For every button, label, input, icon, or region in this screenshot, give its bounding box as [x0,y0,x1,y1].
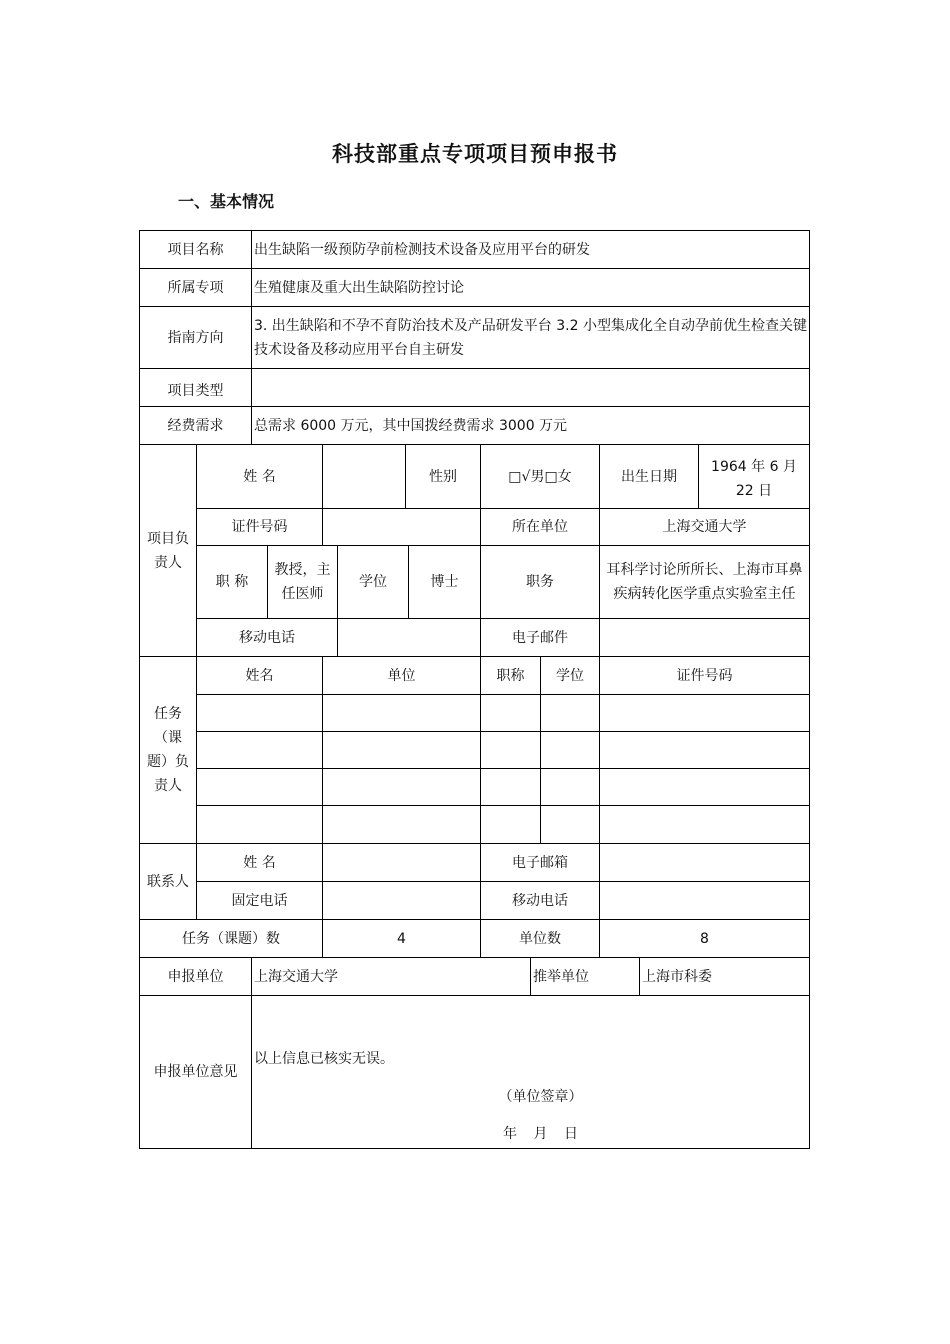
label-project-leader: 项目负责人 [139,444,197,657]
task-row-cell [480,768,541,806]
value-guide-direction: 3. 出生缺陷和不孕不育防治技术及产品研发平台 3.2 小型集成化全自动孕前优生检查关键技术设备及移动应用平台自主研发 [251,306,810,369]
label-email: 电子邮件 [480,618,600,657]
value-degree: 博士 [408,545,481,619]
value-landline [322,881,481,920]
label-funding: 经费需求 [139,406,252,445]
task-row-cell [480,694,541,732]
label-landline: 固定电话 [196,881,323,920]
task-row-cell [196,694,323,732]
task-row-cell [540,768,600,806]
task-row-cell [480,805,541,844]
task-row-cell [599,768,810,806]
task-row-cell [599,731,810,769]
label-birth-date: 出生日期 [599,444,699,509]
label-project-name: 项目名称 [139,230,252,269]
applicant-opinion-box [251,995,810,1149]
task-row-cell [196,805,323,844]
label-title: 职 称 [196,545,268,619]
label-gender: 性别 [405,444,481,509]
label-mobile: 移动电话 [196,618,338,657]
value-project-name: 出生缺陷一级预防孕前检测技术设备及应用平台的研发 [251,230,810,269]
value-task-count: 4 [322,919,481,958]
section-heading: 一、基本情况 [178,192,275,211]
header-task-title: 职称 [480,656,541,695]
label-contact-email: 电子邮箱 [480,843,600,882]
header-task-name: 姓名 [196,656,323,695]
label-guide-direction: 指南方向 [139,306,252,369]
value-project-type [251,368,810,407]
header-task-id: 证件号码 [599,656,810,695]
task-row-cell [599,805,810,844]
task-row-cell [540,731,600,769]
opinion-text: 以上信息已核实无误。 [254,1051,394,1067]
value-unit-count: 8 [599,919,810,958]
task-row-cell [322,805,481,844]
task-row-cell [322,731,481,769]
label-leader-name: 姓 名 [196,444,323,509]
value-leader-name [322,444,406,509]
header-task-degree: 学位 [540,656,600,695]
label-affiliation: 所在单位 [480,508,600,546]
label-unit-count: 单位数 [480,919,600,958]
value-title: 教授，主任医师 [267,545,338,619]
label-recommend-unit: 推举单位 [530,957,640,996]
label-position: 职务 [480,545,600,619]
value-recommend-unit: 上海市科委 [639,957,810,996]
value-special-program: 生殖健康及重大出生缺陷防控讨论 [251,268,810,307]
label-contact-mobile: 移动电话 [480,881,600,920]
value-contact-email [599,843,810,882]
task-row-cell [322,694,481,732]
task-row-cell [196,731,323,769]
seal-note: （单位签章） [498,1089,583,1105]
value-gender: □√男□女 [480,444,600,509]
header-task-unit: 单位 [322,656,481,695]
value-email [599,618,810,657]
value-position: 耳科学讨论所所长、上海市耳鼻疾病转化医学重点实验室主任 [599,545,810,619]
document-title: 科技部重点专项项目预申报书 [332,142,618,166]
value-birth-date: 1964 年 6 月 22 日 [698,444,810,509]
label-id-number: 证件号码 [196,508,323,546]
task-row-cell [540,694,600,732]
label-contact: 联系人 [139,843,197,920]
label-contact-name: 姓 名 [196,843,323,882]
task-row-cell [599,694,810,732]
label-task-count: 任务（课题）数 [139,919,323,958]
value-id-number [322,508,481,546]
label-applicant-opinion: 申报单位意见 [139,995,252,1149]
date-line: 年 月 日 [503,1126,578,1142]
value-funding: 总需求 6000 万元，其中国拨经费需求 3000 万元 [251,406,810,445]
task-row-cell [480,731,541,769]
label-project-type: 项目类型 [139,368,252,407]
value-contact-mobile [599,881,810,920]
task-row-cell [540,805,600,844]
task-row-cell [322,768,481,806]
label-task-leader: 任务（课题）负责人 [139,656,197,844]
value-affiliation: 上海交通大学 [599,508,810,546]
value-applicant-unit: 上海交通大学 [251,957,531,996]
value-mobile [337,618,481,657]
value-contact-name [322,843,481,882]
task-row-cell [196,768,323,806]
label-special-program: 所属专项 [139,268,252,307]
label-degree: 学位 [337,545,409,619]
label-applicant-unit: 申报单位 [139,957,252,996]
